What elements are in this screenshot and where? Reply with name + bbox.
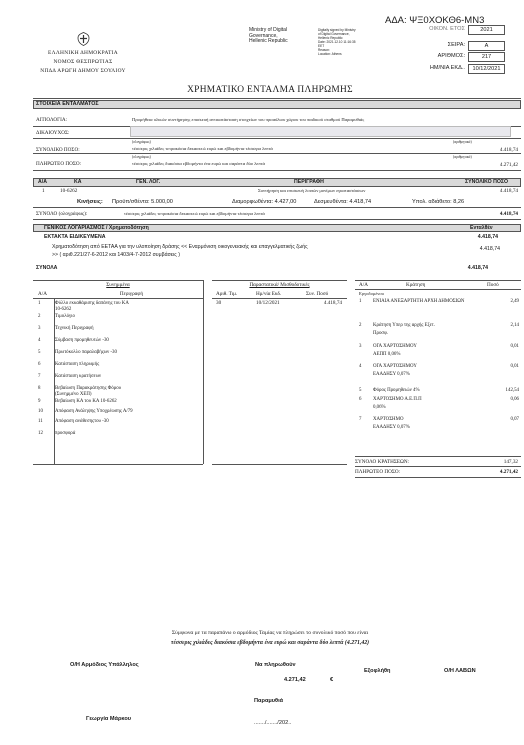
deductions-total-value: 147,32: [503, 459, 518, 465]
budget-sum-words: τέσσερις χιλιάδες τετρακόσια δεκαοκτώ ευρώ και εβδομήντα τέσσερα λεπτά: [124, 211, 265, 216]
footer-currency: €: [330, 677, 334, 683]
footer-amount: 4.271,42: [284, 677, 306, 683]
general-account-subtitle-value: 4.418,74: [477, 234, 498, 240]
receiver-label: Ο/Η ΛΑΒΩΝ: [444, 668, 476, 674]
footer-statement: Σύμφωνα με τα παραπάνω ο αρμόδιος Ταμίας να πληρώσει το συνολικό ποσό που είναι: [171, 630, 369, 636]
header-prefecture: ΝΟΜΟΣ ΘΕΣΠΡΩΤΙΑΣ: [53, 59, 113, 65]
reason-text: Προμήθεια υλικών συντήρησης επισκευή αντικατάσταση στοιχείων του προαύλιου χώρου του παιδικού σταθμού Παραμυθιάς: [132, 117, 365, 122]
budget-header-ka: ΚΑ: [74, 179, 82, 185]
official-name: Γεωργία Μάρκου: [86, 716, 132, 722]
beneficiary-label: ΔΙΚΑΙΟΥΧΟΣ:: [36, 130, 70, 136]
reason-label: ΑΙΤΙΟΛΟΓΙΑ:: [36, 117, 68, 123]
field-value-date: 10/12/2021: [468, 64, 505, 74]
header-authority: ΝΠΔΔ ΑΡΩΓΗ ΔΗΜΟΥ ΣΟΥΛΙΟΥ: [40, 68, 126, 74]
signature-block: Ministry of Digital Governance, Hellenic Republic: [249, 27, 288, 45]
payable-value: 4.271,42: [499, 162, 518, 168]
page-title: ΧΡΗΜΑΤΙΚΟ ΕΝΤΑΛΜΑ ΠΛΗΡΩΜΗΣ: [187, 85, 353, 95]
deductions-total-label: ΣΥΝΟΛΟ ΚΡΑΤΗΣΕΩΝ:: [355, 459, 410, 465]
attached-item: Βεβαίωση ΚΑ του ΚΑ 10-6262: [55, 399, 117, 405]
moves-remaining: Υπολ. αδιάθετο: 8,26: [412, 199, 465, 205]
moves-prev: Προϋπ/σθέντα: 5.000,00: [112, 199, 173, 205]
moves-avail: Διαμορφωθέντα: 4.427,00: [232, 199, 297, 205]
field-value-number: 217: [468, 52, 505, 62]
funding-value: 4.418,74: [479, 246, 500, 252]
invoice-amount: 4.418,74: [323, 300, 342, 306]
budget-row-desc: Συντήρηση και επισκευή λοιπών μονίμων εγκαταστάσεων: [258, 188, 366, 193]
payable-words: τέσσερις χιλιάδες διακόσια εβδομήντα ένα ευρώ και σαράντα δύο λεπτά: [132, 161, 265, 166]
budget-header-gen: ΓΕΝ. ΛΟΓ.: [136, 179, 161, 185]
attached-item: Απόφαση Ανάληψης Υποχρέωσης Α/79: [55, 409, 133, 415]
checked-label: Εξοφλήθη: [364, 668, 391, 674]
budget-header-amount: ΣΥΝΟΛΙΚΟ ΠΟΣΟ: [465, 179, 509, 185]
budget-row-amount: 4.418,74: [499, 188, 518, 194]
budget-row-ka: 10-6262: [60, 188, 78, 194]
pay-label: Να πληρωθούν: [255, 662, 296, 668]
attached-item: Κατάσταση κρατήσεων: [55, 373, 102, 379]
field-label-year: ΟΙΚΟΝ. ΕΤΟΣ: [429, 26, 465, 32]
attached-item: προσφορά: [55, 431, 76, 437]
official-label: Ο/Η Αρμόδιος Υπάλληλος: [70, 662, 139, 668]
field-value-year: 2021: [468, 25, 505, 35]
header-republic: ΕΛΛΗΝΙΚΗ ΔΗΜΟΚΡΑΤΙΑ: [48, 50, 118, 56]
total-value: 4.418,74: [499, 147, 518, 153]
general-account-subtitle: ΕΚΤΑΚΤΑ ΕΙΔΙΚΕΥΜΕΝΑ: [44, 234, 106, 240]
attached-item: Απόφαση ανάθεσηςτου -30: [55, 419, 109, 425]
general-sum-value: 4.418,74: [467, 265, 488, 271]
attached-item: Κατάσταση πληρωμής: [55, 361, 100, 367]
attached-title: Συνημμένα: [106, 282, 130, 288]
total-words: τέσσερις χιλιάδες τετρακόσια δεκαοκτώ ευρώ και εβδομήντα τέσσερα λεπτά: [132, 146, 273, 151]
invoice-date: 10/12/2021: [256, 300, 280, 306]
footer-date-blank: ......./......./202..: [254, 720, 292, 726]
attached-item: Φύλλο εκκαθάρισης δαπάνης του ΚΑ 10-6262: [55, 301, 129, 313]
invoices-title: Παραστατικά/ Μισθοδοτικές: [249, 282, 310, 288]
greek-emblem: [77, 32, 90, 46]
footer-place: Παραμυθιά: [254, 698, 284, 704]
budget-sum-label: ΣΥΝΟΛΟ (ολογράφως):: [36, 211, 88, 217]
attached-item: Βεβαίωση Παρακράτησης Φόρου (Συνημμένο ΧΕΠ): [55, 385, 122, 398]
section-title: ΣΤΟΙΧΕΙΑ ΕΝΤΑΛΜΑΤΟΣ: [36, 101, 99, 107]
attached-item: Τεχνική Περιγραφή: [55, 325, 94, 331]
budget-row-aa: 1: [42, 188, 45, 194]
general-account-right: Ενταλθέν: [470, 225, 493, 231]
moves-committed: Δεσμευθέντα: 4.418,74: [314, 199, 372, 205]
attached-list: 1 Φύλλο εκκαθάρισης δαπάνης του ΚΑ 10-6262 2 Τιμολόγιο 3 Τεχνική Περιγραφή 4 Σύμβαση προμηθευτών -30 5 Πρωτόκολλο παραλαβήςων -30 6 Κατάσταση πληρωμής 7 Κατάσταση κρατήσεων 8 Βεβαίωση Παρακράτησης Φόρου (Συνημμένο ΧΕΠ) 9 Βεβαίωση ΚΑ του ΚΑ 10-6262 10 Απόφαση Ανάληψης Υποχρέωσης Α/79 11 Απόφαση ανάθεσηςτου -30 12 προσφορά: [38, 301, 203, 441]
beneficiary-redaction: [130, 126, 511, 137]
field-label-number: ΑΡΙΘΜΟΣ:: [437, 53, 465, 59]
attached-item: Πρωτόκολλο παραλαβήςων -30: [55, 349, 117, 355]
ada-code: ΑΔΑ: ΨΞ0ΧΟΚΘ6-ΜΝ3: [385, 15, 485, 26]
deductions-payable-label: ΠΛΗΡΩΤΕΟ ΠΟΣΟ:: [355, 469, 401, 475]
deductions-list: 1 ΕΝΙΑΙΑ ΑΝΕΞΑΡΤΗΤΗ ΑΡΧΗ ΔΗΜΟΣΙΩΝ 2,49 2 Κράτηση Υπερ της αρχής Εξετ. Προσφ. 2,14 3 ΟΓΑ ΧΑΡΤΟΣΗΜΟΥ ΑΕΠΠ 0,06% 0,01 4 ΟΓΑ ΧΑΡΤΟΣΗΜΟΥ ΕΑΑΔΗΣΥ 0,07% 0,01 5 Φόρος Προμηθειών 4% 142,54 6 ΧΑΡΤΟΣΗΜΟ Α.Ε.Π.Π 0,06% 0,06 7 ΧΑΡΤΟΣΗΜΟ ΕΑΑΔΗΣΥ 0,07% 0,07: [359, 299, 519, 430]
field-value-series: Α: [468, 41, 505, 51]
signature-details: Digitally signed by Ministry of Digital Governance, Hellenic Republic Date: 2021.12.10 11:16:35 EET Reason: Location: Athens: [318, 28, 356, 56]
moves-label: Κινήσεις:: [77, 199, 103, 205]
funding-text-2: >> ( αριθ.221/27-6-2012 και 1403/4-7-2012 συμβάσεις ): [52, 252, 180, 258]
footer-statement-amount: τέσσερις χιλιάδες διακόσια εβδομήντα ένα ευρώ και σαράντα δύο λεπτά (4.271,42): [170, 640, 370, 646]
field-label-series: ΣΕΙΡΑ:: [447, 42, 465, 48]
field-label-date: ΗΜ/ΝΙΑ ΕΚΔ..: [429, 65, 465, 71]
total-label: ΣΥΝΟΛΙΚΟ ΠΟΣΟ:: [36, 147, 80, 153]
attached-item: Σύμβαση προμηθευτών -30: [55, 337, 109, 343]
general-account-label: ΓΕΝΙΚΟΣ ΛΟΓΑΡΙΑΣΜΟΣ / Χρηματοδότηση: [44, 225, 149, 231]
invoice-num: 30: [216, 300, 222, 306]
general-sum-label: ΣΥΝΟΛΑ: [36, 265, 58, 271]
payable-label: ΠΛΗΡΩΤΕΟ ΠΟΣΟ:: [36, 161, 82, 167]
budget-sum-value: 4.418,74: [499, 211, 518, 217]
deductions-payable-value: 4.271,42: [499, 469, 518, 475]
funding-text: Χρηματοδότηση από ΕΕΤΑΑ για την υλοποίηση δράσης << Εναρμόνιση οικογενειακής και επαγγελματικής ζωής: [52, 244, 308, 250]
budget-header-aa: Α/Α: [38, 179, 47, 185]
budget-header-desc: ΠΕΡΙΓΡΑΦΗ: [294, 179, 324, 185]
attached-item: Τιμολόγιο: [55, 313, 75, 319]
